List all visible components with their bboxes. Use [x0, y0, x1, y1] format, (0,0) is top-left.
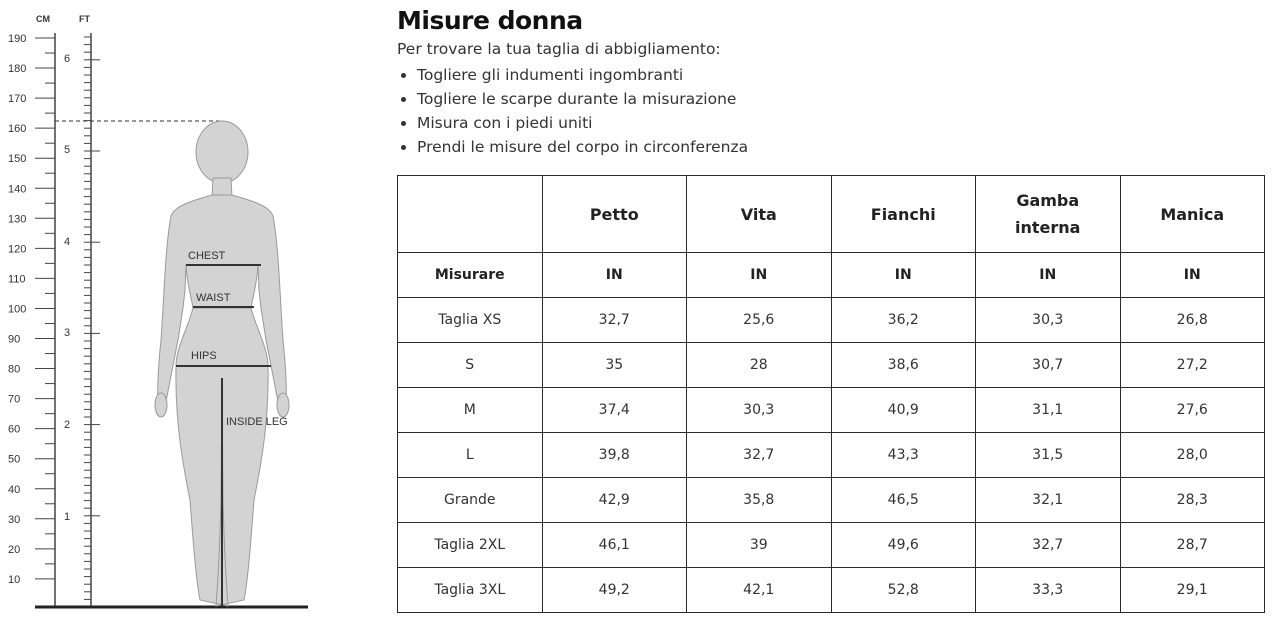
ft-tick-label: 2 — [64, 419, 71, 431]
cm-tick-label: 20 — [8, 543, 21, 556]
cm-tick-label: 150 — [8, 153, 27, 166]
tip-item: • Prendi le misure del corpo in circonferenza — [417, 135, 1267, 159]
column-header-blank — [398, 176, 543, 253]
ft-label: FT — [79, 14, 90, 24]
measurement-cell: 33,3 — [976, 568, 1121, 613]
measurement-cell: 31,5 — [976, 433, 1121, 478]
table-row — [398, 343, 1265, 388]
measurement-cell: 49,6 — [831, 523, 976, 568]
cm-tick-label: 120 — [8, 243, 27, 256]
column-header-vita: Vita — [687, 176, 832, 253]
measurement-cell: 49,2 — [542, 568, 687, 613]
cm-tick-label: 50 — [8, 453, 21, 466]
measurement-cell: 28,3 — [1120, 478, 1265, 523]
column-header-fianchi: Fianchi — [831, 176, 976, 253]
unit-cell: IN — [831, 253, 976, 298]
measurement-cell: 42,1 — [687, 568, 832, 613]
table-row — [398, 523, 1265, 568]
table-header-row — [398, 176, 1265, 253]
page-title: Misure donna — [397, 6, 583, 35]
cm-tick-label: 190 — [8, 33, 27, 45]
measurement-cell: 25,6 — [687, 298, 832, 343]
cm-tick-label: 160 — [8, 123, 27, 136]
cm-tick-label: 30 — [8, 513, 21, 526]
table-row — [398, 388, 1265, 433]
unit-cell: IN — [976, 253, 1121, 298]
measurement-cell: 28,7 — [1120, 523, 1265, 568]
cm-tick-label: 180 — [8, 63, 27, 76]
measurement-cell: 32,7 — [687, 433, 832, 478]
size-label-cell: M — [398, 388, 543, 433]
cm-tick-label: 60 — [8, 423, 21, 436]
tip-item: • Misura con i piedi uniti — [417, 111, 1267, 135]
ft-tick-label: 1 — [64, 511, 71, 523]
ft-tick-label: 6 — [64, 53, 71, 65]
unit-row — [398, 253, 1265, 298]
ft-tick-label: 3 — [64, 327, 71, 339]
measurement-cell: 29,1 — [1120, 568, 1265, 613]
tips-list — [397, 63, 1267, 159]
measurement-cell: 27,2 — [1120, 343, 1265, 388]
measurement-cell: 32,7 — [542, 298, 687, 343]
measurement-cell: 28,0 — [1120, 433, 1265, 478]
measurement-cell: 46,1 — [542, 523, 687, 568]
cm-tick-label: 110 — [8, 273, 26, 286]
measurement-cell: 32,7 — [976, 523, 1121, 568]
cm-tick-label: 70 — [8, 393, 21, 406]
measurement-cell: 39 — [687, 523, 832, 568]
unit-cell: IN — [542, 253, 687, 298]
cm-tick-label: 140 — [8, 183, 27, 196]
measurement-cell: 35 — [542, 343, 687, 388]
cm-tick-label: 170 — [8, 93, 27, 106]
table-row — [398, 298, 1265, 343]
size-table — [397, 175, 1265, 613]
intro-text: Per trovare la tua taglia di abbigliamento: — [397, 40, 721, 58]
measurement-cell: 43,3 — [831, 433, 976, 478]
column-header-manica: Manica — [1120, 176, 1265, 253]
measurement-cell: 27,6 — [1120, 388, 1265, 433]
table-row — [398, 478, 1265, 523]
hips-label: HIPS — [191, 350, 217, 362]
measurement-cell: 30,3 — [976, 298, 1121, 343]
inside-leg-label: INSIDE LEG — [226, 416, 288, 428]
size-label-cell: L — [398, 433, 543, 478]
cm-tick-label: 40 — [8, 483, 21, 496]
tip-item: • Togliere gli indumenti ingombranti — [417, 63, 1267, 87]
table-row — [398, 568, 1265, 613]
cm-tick-label: 130 — [8, 213, 27, 226]
height-measurement-figure — [0, 0, 330, 625]
size-label-cell: Grande — [398, 478, 543, 523]
table-row — [398, 433, 1265, 478]
measurement-cell: 52,8 — [831, 568, 976, 613]
measurement-cell: 35,8 — [687, 478, 832, 523]
unit-cell: Misurare — [398, 253, 543, 298]
measurement-cell: 31,1 — [976, 388, 1121, 433]
ft-tick-label: 4 — [64, 236, 71, 248]
cm-label: CM — [36, 14, 50, 24]
measurement-cell: 37,4 — [542, 388, 687, 433]
cm-tick-label: 10 — [8, 573, 21, 586]
measurement-cell: 39,8 — [542, 433, 687, 478]
tip-item: • Togliere le scarpe durante la misurazione — [417, 87, 1267, 111]
measurement-cell: 38,6 — [831, 343, 976, 388]
measurement-cell: 30,7 — [976, 343, 1121, 388]
cm-tick-label: 90 — [8, 333, 21, 346]
measurement-cell: 26,8 — [1120, 298, 1265, 343]
measurement-cell: 36,2 — [831, 298, 976, 343]
size-label-cell: Taglia XS — [398, 298, 543, 343]
measurement-cell: 28 — [687, 343, 832, 388]
column-header-gamba-interna: Gamba interna — [976, 176, 1121, 253]
ft-tick-label: 5 — [64, 144, 71, 156]
unit-cell: IN — [1120, 253, 1265, 298]
unit-cell: IN — [687, 253, 832, 298]
measurement-cell: 32,1 — [976, 478, 1121, 523]
measurement-cell: 40,9 — [831, 388, 976, 433]
measurement-cell: 42,9 — [542, 478, 687, 523]
column-header-petto: Petto — [542, 176, 687, 253]
size-label-cell: Taglia 3XL — [398, 568, 543, 613]
size-label-cell: Taglia 2XL — [398, 523, 543, 568]
cm-scale — [8, 33, 55, 586]
cm-tick-label: 100 — [8, 303, 27, 316]
chest-label: CHEST — [188, 250, 226, 262]
size-label-cell: S — [398, 343, 543, 388]
measurement-cell: 30,3 — [687, 388, 832, 433]
waist-label: WAIST — [196, 292, 231, 304]
cm-tick-label: 80 — [8, 363, 21, 376]
info-panel — [397, 5, 1267, 159]
measurement-cell: 46,5 — [831, 478, 976, 523]
